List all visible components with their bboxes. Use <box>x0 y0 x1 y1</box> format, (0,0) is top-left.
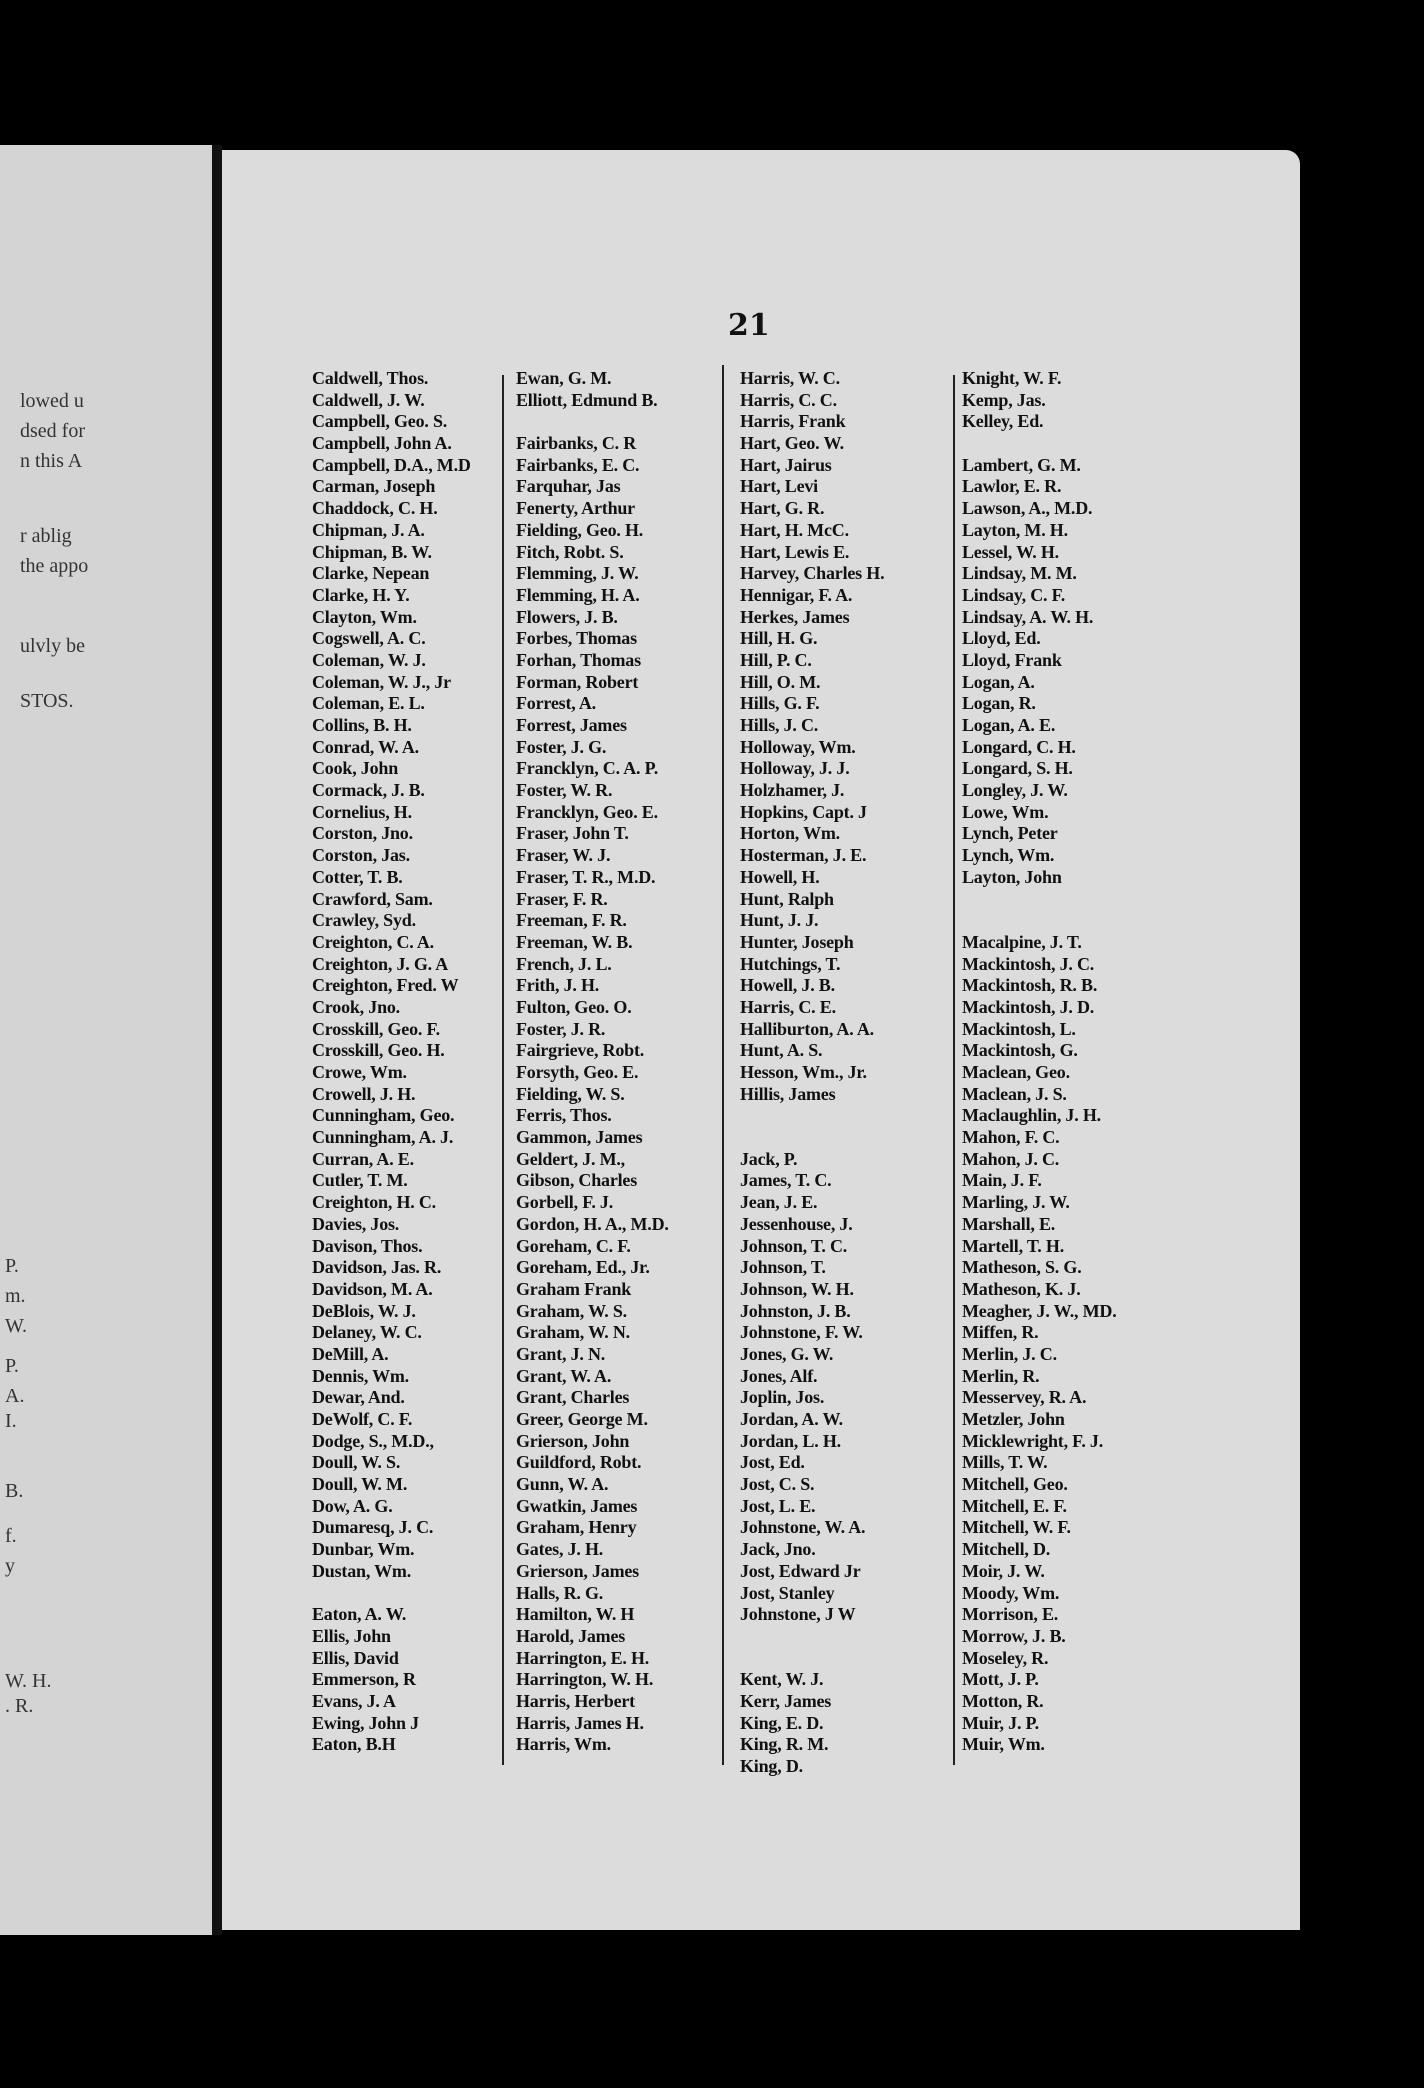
directory-entry: Jost, L. E. <box>740 1495 816 1516</box>
directory-entry: Moseley, R. <box>962 1647 1049 1668</box>
directory-entry: Johnson, T. C. <box>740 1235 848 1256</box>
directory-entry: Horton, Wm. <box>740 823 840 844</box>
directory-entry: Maclean, Geo. <box>962 1062 1070 1082</box>
directory-entry: Chipman, J. A. <box>312 519 425 540</box>
directory-entry: Main, J. F. <box>962 1170 1042 1191</box>
directory-entry: Forsyth, Geo. E. <box>516 1062 639 1082</box>
section-spacer <box>312 1583 471 1605</box>
directory-entry: Gammon, James <box>516 1127 643 1148</box>
section-spacer <box>740 1648 884 1670</box>
directory-entry: Howell, J. B. <box>740 975 835 996</box>
directory-entry: Goreham, Ed., Jr. <box>516 1257 650 1278</box>
directory-entry: Cutler, T. M. <box>312 1170 408 1191</box>
directory-entry: Mitchell, W. F. <box>962 1517 1071 1538</box>
directory-entry: Davison, Thos. <box>312 1235 423 1256</box>
directory-entry: Lessel, W. H. <box>962 541 1059 562</box>
directory-entry: Maclean, J. S. <box>962 1083 1067 1104</box>
directory-entry: Foster, J. G. <box>516 736 607 757</box>
name-column-1 <box>312 368 471 1756</box>
left-page-text-fragment: f. <box>5 1525 17 1547</box>
section-spacer <box>962 433 1117 455</box>
directory-entry: Hart, Jairus <box>740 454 832 475</box>
directory-entry: Creighton, Fred. W <box>312 975 459 996</box>
directory-entry: Fairbanks, E. C. <box>516 454 640 475</box>
left-page-text-fragment: A. <box>5 1385 25 1407</box>
directory-entry: Chipman, B. W. <box>312 541 432 562</box>
directory-entry: Johnston, J. B. <box>740 1300 851 1321</box>
directory-entry: Crowe, Wm. <box>312 1062 407 1082</box>
directory-entry: Ellis, David <box>312 1647 399 1668</box>
directory-entry: Kerr, James <box>740 1690 832 1711</box>
directory-entry: Hill, O. M. <box>740 671 821 692</box>
section-spacer <box>516 411 669 433</box>
directory-entry: Jost, Stanley <box>740 1582 835 1603</box>
section-spacer <box>962 889 1117 911</box>
directory-entry: Grierson, John <box>516 1430 630 1451</box>
directory-entry: Fraser, T. R., M.D. <box>516 866 656 887</box>
directory-entry: Hunt, A. S. <box>740 1040 823 1061</box>
directory-entry: Flemming, J. W. <box>516 563 639 584</box>
directory-entry: Mahon, J. C. <box>962 1148 1060 1169</box>
directory-entry: Dow, A. G. <box>312 1495 393 1516</box>
directory-entry: Creighton, C. A. <box>312 931 434 952</box>
directory-entry: Jean, J. E. <box>740 1192 818 1213</box>
directory-entry: Grant, Charles <box>516 1387 630 1408</box>
directory-entry: Campbell, Geo. S. <box>312 411 448 432</box>
directory-entry: Dennis, Wm. <box>312 1365 409 1386</box>
directory-entry: Frith, J. H. <box>516 975 600 996</box>
directory-entry: Harold, James <box>516 1625 626 1646</box>
directory-entry: Knight, W. F. <box>962 368 1062 388</box>
directory-entry: King, E. D. <box>740 1712 824 1733</box>
directory-entry: Longley, J. W. <box>962 780 1068 801</box>
directory-entry: Campbell, John A. <box>312 433 452 454</box>
directory-entry: Fraser, John T. <box>516 823 629 844</box>
directory-entry: Metzler, John <box>962 1409 1065 1429</box>
directory-entry: Elliott, Edmund B. <box>516 389 658 410</box>
directory-entry: Crosskill, Geo. F. <box>312 1018 440 1039</box>
directory-entry: Longard, C. H. <box>962 736 1076 757</box>
directory-entry: Clarke, Nepean <box>312 563 430 584</box>
directory-entry: Harrington, E. H. <box>516 1647 650 1668</box>
directory-entry: Coleman, W. J., Jr <box>312 671 451 692</box>
left-page-fragment <box>0 145 212 1935</box>
directory-entry: Mitchell, E. F. <box>962 1495 1067 1516</box>
left-page-text-fragment: r ablig <box>20 525 72 547</box>
directory-entry: Hosterman, J. E. <box>740 845 867 866</box>
directory-entry: Marshall, E. <box>962 1213 1056 1234</box>
directory-entry: Grierson, James <box>516 1560 639 1581</box>
directory-entry: Kelley, Ed. <box>962 411 1044 432</box>
left-page-text-fragment: B. <box>5 1480 24 1502</box>
directory-entry: Caldwell, Thos. <box>312 368 429 388</box>
directory-entry: Moody, Wm. <box>962 1582 1060 1603</box>
directory-entry: Flowers, J. B. <box>516 606 618 627</box>
directory-entry: Johnstone, F. W. <box>740 1322 863 1343</box>
directory-entry: Joplin, Jos. <box>740 1387 825 1408</box>
directory-entry: Harvey, Charles H. <box>740 563 885 584</box>
directory-entry: Johnstone, W. A. <box>740 1517 866 1538</box>
page-number: 21 <box>728 308 770 343</box>
directory-entry: Crook, Jno. <box>312 996 400 1017</box>
directory-entry: Marling, J. W. <box>962 1192 1070 1213</box>
directory-entry: Campbell, D.A., M.D <box>312 454 471 475</box>
directory-entry: Mitchell, D. <box>962 1539 1051 1560</box>
directory-entry: Grant, W. A. <box>516 1365 612 1386</box>
directory-entry: Layton, John <box>962 866 1062 887</box>
directory-entry: Ellis, John <box>312 1625 391 1646</box>
directory-entry: Creighton, H. C. <box>312 1192 436 1213</box>
directory-entry: Mackintosh, J. C. <box>962 953 1095 974</box>
directory-entry: Graham, Henry <box>516 1517 637 1538</box>
directory-entry: Hutchings, T. <box>740 953 841 974</box>
directory-entry: Hart, H. McC. <box>740 519 849 540</box>
left-page-text-fragment: W. <box>5 1315 28 1337</box>
directory-entry: Emmerson, R <box>312 1669 416 1690</box>
directory-entry: Chaddock, C. H. <box>312 498 438 519</box>
directory-entry: Greer, George M. <box>516 1409 648 1429</box>
directory-entry: Foster, W. R. <box>516 780 613 801</box>
directory-entry: Jost, Edward Jr <box>740 1560 861 1581</box>
directory-entry: DeBlois, W. J. <box>312 1300 416 1321</box>
directory-entry: Fulton, Geo. O. <box>516 996 632 1017</box>
directory-entry: Hill, H. G. <box>740 628 818 649</box>
section-spacer <box>740 1626 884 1648</box>
directory-entry: Davies, Jos. <box>312 1213 400 1234</box>
directory-entry: Hesson, Wm., Jr. <box>740 1062 867 1082</box>
directory-entry: Fraser, F. R. <box>516 888 608 909</box>
directory-entry: Jordan, A. W. <box>740 1409 843 1429</box>
directory-entry: Dustan, Wm. <box>312 1560 411 1581</box>
directory-entry: Hills, G. F. <box>740 693 820 714</box>
directory-entry: Graham, W. N. <box>516 1322 630 1343</box>
directory-entry: King, R. M. <box>740 1734 829 1755</box>
directory-entry: Macalpine, J. T. <box>962 931 1082 952</box>
directory-entry: Clayton, Wm. <box>312 606 417 627</box>
directory-entry: Harris, Wm. <box>516 1734 611 1755</box>
directory-entry: Howell, H. <box>740 866 820 887</box>
left-page-text-fragment: lowed u <box>20 390 84 412</box>
directory-entry: Lambert, G. M. <box>962 454 1081 475</box>
directory-entry: Lindsay, C. F. <box>962 584 1066 605</box>
directory-entry: Cornelius, H. <box>312 801 412 822</box>
directory-entry: Dewar, And. <box>312 1387 405 1408</box>
directory-entry: Halliburton, A. A. <box>740 1018 874 1039</box>
directory-entry: Forbes, Thomas <box>516 628 637 649</box>
directory-entry: Harrington, W. H. <box>516 1669 654 1690</box>
directory-entry: Johnstone, J W <box>740 1604 856 1625</box>
directory-entry: Longard, S. H. <box>962 758 1073 779</box>
directory-entry: Collins, B. H. <box>312 715 412 735</box>
directory-entry: Harris, Herbert <box>516 1690 635 1711</box>
directory-entry: Francklyn, C. A. P. <box>516 758 659 779</box>
directory-entry: Hunt, Ralph <box>740 888 834 909</box>
left-page-text-fragment: the appo <box>20 555 89 577</box>
directory-entry: Miffen, R. <box>962 1322 1039 1343</box>
directory-entry: Lawlor, E. R. <box>962 476 1062 497</box>
directory-entry: Muir, Wm. <box>962 1734 1045 1755</box>
directory-entry: Mills, T. W. <box>962 1452 1048 1473</box>
directory-entry: Guildford, Robt. <box>516 1452 642 1473</box>
directory-entry: Matheson, K. J. <box>962 1278 1081 1299</box>
directory-entry: Gordon, H. A., M.D. <box>516 1213 669 1234</box>
directory-entry: Francklyn, Geo. E. <box>516 801 658 822</box>
section-spacer <box>740 1105 884 1127</box>
directory-entry: Crawley, Syd. <box>312 910 416 931</box>
directory-entry: Harris, C. E. <box>740 996 836 1017</box>
directory-entry: Hamilton, W. H <box>516 1604 635 1625</box>
directory-entry: Messervey, R. A. <box>962 1387 1087 1408</box>
directory-entry: Fenerty, Arthur <box>516 498 635 519</box>
directory-entry: Graham, W. S. <box>516 1300 627 1321</box>
directory-entry: Merlin, J. C. <box>962 1343 1057 1364</box>
directory-entry: Freeman, F. R. <box>516 910 627 931</box>
directory-entry: DeWolf, C. F. <box>312 1409 413 1429</box>
directory-entry: Hunter, Joseph <box>740 931 854 952</box>
directory-entry: Forrest, James <box>516 715 627 735</box>
left-page-text-fragment: n this A <box>20 450 83 472</box>
directory-entry: Cook, John <box>312 758 399 779</box>
directory-entry: Foster, J. R. <box>516 1018 606 1039</box>
directory-entry: Holloway, Wm. <box>740 736 856 757</box>
directory-entry: Jones, Alf. <box>740 1365 818 1386</box>
directory-entry: Cotter, T. B. <box>312 866 403 887</box>
name-column-2 <box>516 368 669 1756</box>
directory-entry: Fitch, Robt. S. <box>516 541 624 562</box>
directory-entry: Ewing, John J <box>312 1712 419 1733</box>
directory-entry: Harris, Frank <box>740 411 846 432</box>
directory-entry: Hunt, J. J. <box>740 910 819 931</box>
directory-entry: Holloway, J. J. <box>740 758 850 779</box>
directory-entry: Holzhamer, J. <box>740 780 845 801</box>
left-page-text-fragment: I. <box>5 1410 17 1432</box>
directory-entry: Clarke, H. Y. <box>312 584 410 605</box>
directory-entry: Dunbar, Wm. <box>312 1539 415 1560</box>
directory-entry: Fielding, W. S. <box>516 1083 625 1104</box>
directory-entry: Martell, T. H. <box>962 1235 1065 1256</box>
directory-entry: Jessenhouse, J. <box>740 1213 853 1234</box>
section-spacer <box>740 1127 884 1149</box>
directory-entry: Lloyd, Ed. <box>962 628 1041 649</box>
directory-entry: Johnson, W. H. <box>740 1278 854 1299</box>
directory-entry: Delaney, W. C. <box>312 1322 422 1343</box>
directory-entry: Jack, P. <box>740 1148 798 1169</box>
directory-entry: Fairbanks, C. R <box>516 433 637 454</box>
directory-entry: Matheson, S. G. <box>962 1257 1082 1278</box>
directory-entry: Hart, G. R. <box>740 498 825 519</box>
directory-entry: Harris, C. C. <box>740 389 837 410</box>
left-page-text-fragment: dsed for <box>20 420 85 442</box>
directory-entry: Lowe, Wm. <box>962 801 1049 822</box>
directory-entry: Muir, J. P. <box>962 1712 1039 1733</box>
directory-entry: Moir, J. W. <box>962 1560 1045 1581</box>
left-page-text-fragment: m. <box>5 1285 26 1307</box>
directory-entry: Lawson, A., M.D. <box>962 498 1093 519</box>
directory-entry: Hart, Geo. W. <box>740 433 844 454</box>
directory-entry: Fielding, Geo. H. <box>516 519 644 540</box>
directory-entry: Cunningham, A. J. <box>312 1127 454 1148</box>
directory-entry: Corston, Jas. <box>312 845 410 866</box>
left-page-text-fragment: W. H. <box>5 1670 52 1692</box>
directory-entry: Cunningham, Geo. <box>312 1105 455 1126</box>
directory-entry: Maclaughlin, J. H. <box>962 1105 1101 1126</box>
directory-entry: Hills, J. C. <box>740 715 819 735</box>
directory-entry: Davidson, Jas. R. <box>312 1257 442 1278</box>
directory-entry: Davidson, M. A. <box>312 1278 433 1299</box>
directory-entry: Meagher, J. W., MD. <box>962 1300 1117 1321</box>
directory-entry: Johnson, T. <box>740 1257 826 1278</box>
left-page-text-fragment: . R. <box>5 1695 34 1717</box>
directory-entry: Forman, Robert <box>516 671 639 692</box>
directory-entry: Doull, W. M. <box>312 1474 408 1495</box>
directory-entry: Coleman, W. J. <box>312 649 426 670</box>
directory-entry: Eaton, A. W. <box>312 1604 407 1625</box>
column-divider <box>722 365 724 1765</box>
page-gutter <box>212 145 222 1935</box>
directory-entry: Cogswell, A. C. <box>312 628 426 649</box>
directory-entry: Ewan, G. M. <box>516 368 612 388</box>
directory-entry: Jones, G. W. <box>740 1343 834 1364</box>
directory-entry: Hopkins, Capt. J <box>740 801 867 822</box>
directory-entry: Goreham, C. F. <box>516 1235 631 1256</box>
directory-entry: Mackintosh, R. B. <box>962 975 1098 996</box>
directory-entry: Logan, A. <box>962 671 1035 692</box>
directory-entry: Fairgrieve, Robt. <box>516 1040 645 1061</box>
name-column-4 <box>962 368 1117 1756</box>
directory-entry: Curran, A. E. <box>312 1148 414 1169</box>
directory-entry: Hart, Levi <box>740 476 818 497</box>
directory-entry: Micklewright, F. J. <box>962 1430 1104 1451</box>
column-divider <box>502 375 504 1765</box>
directory-entry: Creighton, J. G. A <box>312 953 449 974</box>
directory-entry: Harris, W. C. <box>740 368 840 388</box>
directory-entry: Mackintosh, L. <box>962 1018 1076 1039</box>
directory-entry: Motton, R. <box>962 1690 1044 1711</box>
directory-entry: Gorbell, F. J. <box>516 1192 614 1213</box>
directory-entry: Grant, J. N. <box>516 1343 606 1364</box>
directory-entry: Freeman, W. B. <box>516 931 633 952</box>
directory-entry: Hill, P. C. <box>740 649 812 670</box>
directory-entry: Coleman, E. L. <box>312 693 425 714</box>
section-spacer <box>962 910 1117 932</box>
directory-entry: Lynch, Wm. <box>962 845 1055 866</box>
directory-entry: French, J. L. <box>516 953 612 974</box>
directory-entry: Harris, James H. <box>516 1712 644 1733</box>
directory-entry: Flemming, H. A. <box>516 584 640 605</box>
directory-entry: Gates, J. H. <box>516 1539 604 1560</box>
directory-entry: Logan, A. E. <box>962 715 1056 735</box>
directory-entry: Morrison, E. <box>962 1604 1059 1625</box>
directory-entry: Lindsay, A. W. H. <box>962 606 1094 627</box>
directory-entry: Jack, Jno. <box>740 1539 816 1560</box>
directory-entry: Cormack, J. B. <box>312 780 425 801</box>
directory-entry: Geldert, J. M., <box>516 1148 625 1169</box>
directory-entry: Mitchell, Geo. <box>962 1474 1068 1495</box>
directory-entry: Doull, W. S. <box>312 1452 401 1473</box>
directory-entry: Merlin, R. <box>962 1365 1040 1386</box>
directory-entry: Crawford, Sam. <box>312 888 433 909</box>
directory-entry: Hennigar, F. A. <box>740 584 853 605</box>
directory-entry: Morrow, J. B. <box>962 1625 1066 1646</box>
directory-entry: James, T. C. <box>740 1170 832 1191</box>
name-column-3 <box>740 368 884 1778</box>
directory-entry: Crowell, J. H. <box>312 1083 416 1104</box>
directory-entry: Evans, J. A <box>312 1690 396 1711</box>
directory-entry: Corston, Jno. <box>312 823 413 844</box>
directory-entry: Mahon, F. C. <box>962 1127 1060 1148</box>
left-page-text-fragment: P. <box>5 1355 19 1377</box>
directory-entry: Lloyd, Frank <box>962 649 1062 670</box>
directory-entry: Jost, C. S. <box>740 1474 815 1495</box>
directory-entry: Hart, Lewis E. <box>740 541 850 562</box>
directory-entry: Ferris, Thos. <box>516 1105 612 1126</box>
directory-entry: Jordan, L. H. <box>740 1430 841 1451</box>
directory-entry: Graham Frank <box>516 1278 632 1299</box>
directory-entry: Dumaresq, J. C. <box>312 1517 434 1538</box>
directory-entry: Halls, R. G. <box>516 1582 604 1603</box>
directory-entry: Farquhar, Jas <box>516 476 621 497</box>
column-divider <box>953 375 955 1765</box>
directory-entry: Fraser, W. J. <box>516 845 611 866</box>
directory-entry: DeMill, A. <box>312 1343 389 1364</box>
directory-entry: Forrest, A. <box>516 693 596 714</box>
directory-entry: Eaton, B.H <box>312 1734 396 1755</box>
directory-entry: Crosskill, Geo. H. <box>312 1040 445 1061</box>
directory-entry: Conrad, W. A. <box>312 736 419 757</box>
directory-entry: Mackintosh, G. <box>962 1040 1078 1061</box>
directory-entry: Mackintosh, J. D. <box>962 996 1095 1017</box>
directory-entry: Hillis, James <box>740 1083 836 1104</box>
directory-entry: Jost, Ed. <box>740 1452 805 1473</box>
directory-entry: Logan, R. <box>962 693 1036 714</box>
left-page-text-fragment: P. <box>5 1255 19 1277</box>
directory-entry: Lynch, Peter <box>962 823 1058 844</box>
directory-entry: Caldwell, J. W. <box>312 389 425 410</box>
directory-entry: Gunn, W. A. <box>516 1474 609 1495</box>
left-page-text-fragment: ulvly be <box>20 635 85 657</box>
left-page-text-fragment: y <box>5 1555 15 1577</box>
directory-entry: Dodge, S., M.D., <box>312 1430 434 1451</box>
directory-entry: Layton, M. H. <box>962 519 1068 540</box>
directory-entry: Lindsay, M. M. <box>962 563 1077 584</box>
directory-entry: Kent, W. J. <box>740 1669 824 1690</box>
directory-entry: Mott, J. P. <box>962 1669 1039 1690</box>
directory-entry: Gibson, Charles <box>516 1170 638 1191</box>
directory-entry: King, D. <box>740 1756 803 1776</box>
directory-entry: Gwatkin, James <box>516 1495 638 1516</box>
directory-entry: Herkes, James <box>740 606 850 627</box>
directory-entry: Carman, Joseph <box>312 476 436 497</box>
directory-entry: Kemp, Jas. <box>962 389 1046 410</box>
left-page-text-fragment: STOS. <box>20 690 74 712</box>
directory-entry: Forhan, Thomas <box>516 649 641 670</box>
